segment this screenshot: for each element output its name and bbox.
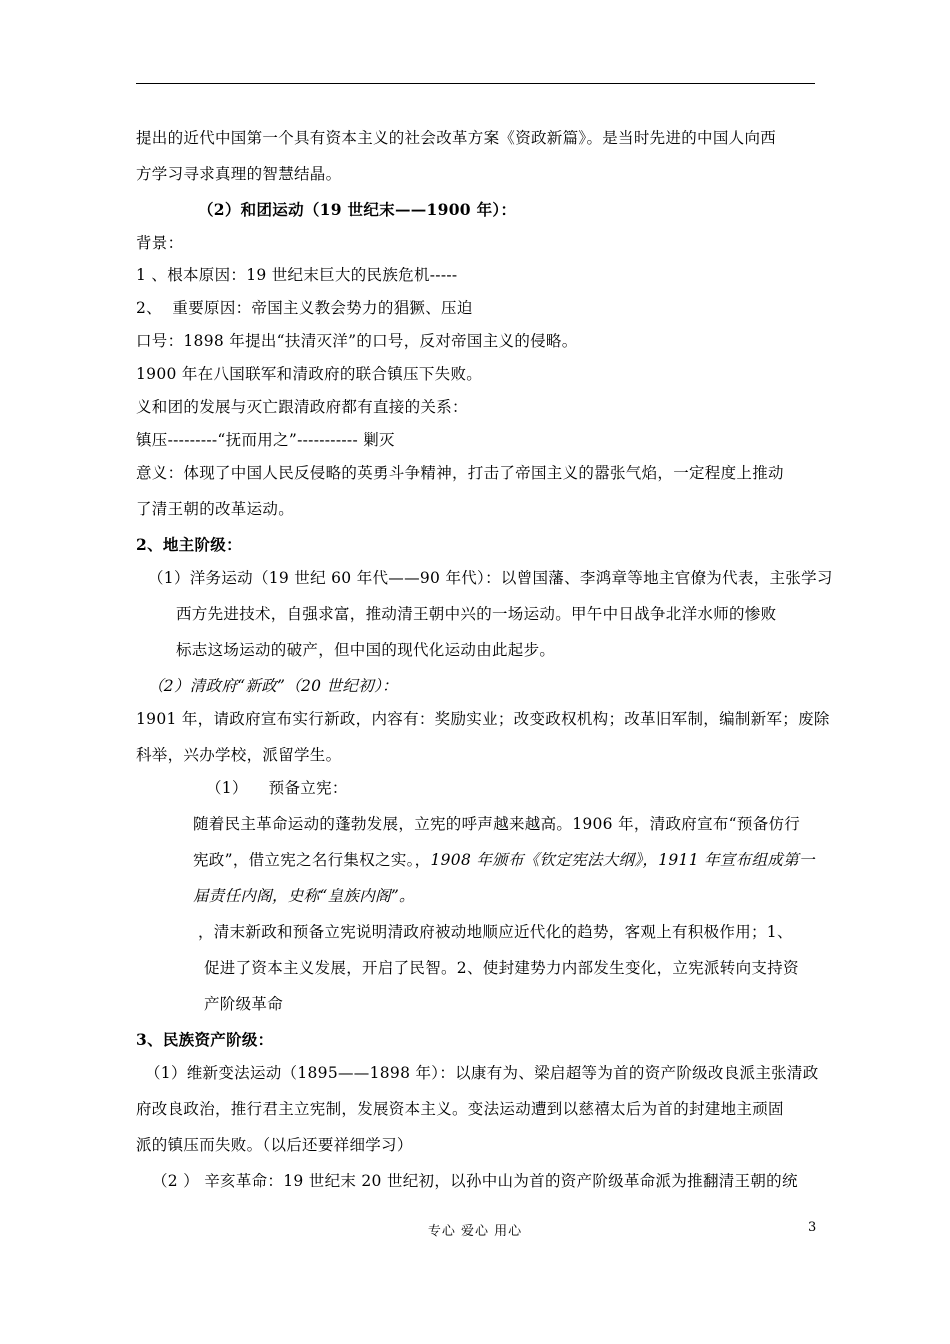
text-line: （2 ） 辛亥革命：19 世纪末 20 世纪初，以孙中山为首的资产阶级革命派为推翻清王朝的统 xyxy=(152,1172,798,1190)
text-line: 1900 年在八国联军和清政府的联合镇压下失败。 xyxy=(136,365,483,383)
text-line: 府改良政治，推行君主立宪制，发展资本主义。变法运动遭到以慈禧太后为首的封建地主顽固 xyxy=(136,1100,784,1118)
text-line: 西方先进技术，自强求富，推动清王朝中兴的一场运动。甲午中日战争北洋水师的惨败 xyxy=(176,605,777,623)
header-rule xyxy=(136,83,815,84)
text-line: 口号：1898 年提出“扶清灭洋”的口号，反对帝国主义的侵略。 xyxy=(136,332,578,350)
text-line: 派的镇压而失败。（以后还要祥细学习） xyxy=(136,1136,413,1154)
text-line: 产阶级革命 xyxy=(204,995,284,1013)
footer-motto: 专心 爱心 用心 xyxy=(427,1224,523,1239)
section-heading: 2、地主阶级： xyxy=(136,535,242,554)
text-line: （1）洋务运动（19 世纪 60 年代——90 年代）：以曾国藩、李鸿章等地主官僚为代表，主张学习 xyxy=(148,569,833,587)
page-number: 3 xyxy=(808,1220,817,1235)
text-line: 1 、根本原因：19 世纪末巨大的民族危机----- xyxy=(136,266,458,284)
text-line: ，清末新政和预备立宪说明清政府被动地顺应近代化的趋势，客观上有积极作用；1、 xyxy=(198,923,793,941)
section-heading: 3、民族资产阶级： xyxy=(136,1030,274,1049)
text-line: 背景： xyxy=(136,234,184,252)
text-line: 届责任内阁，史称“皇族内阁”。 xyxy=(193,887,415,905)
text-line: 义和团的发展与灭亡跟清政府都有直接的关系： xyxy=(136,398,468,416)
section-heading: （2）清政府“新政”（20 世纪初）： xyxy=(148,677,398,695)
text-line: 随着民主革命运动的蓬勃发展，立宪的呼声越来越高。1906 年，清政府宣布“预备仿行 xyxy=(193,815,801,833)
subsection-heading: （1） 预备立宪： xyxy=(206,779,348,797)
text-line: 科举，兴办学校，派留学生。 xyxy=(136,746,342,764)
section-heading: （2）和团运动（19 世纪末——1900 年）： xyxy=(198,200,517,219)
text-line: （1）维新变法运动（1895——1898 年）：以康有为、梁启超等为首的资产阶级改良派主张清政 xyxy=(145,1064,819,1082)
text-line: 促进了资本主义发展，开启了民智。2、使封建势力内部发生变化，立宪派转向支持资 xyxy=(204,959,799,977)
text-line: 镇压---------“抚而用之”----------- 剿灭 xyxy=(136,431,395,449)
text-line: 提出的近代中国第一个具有资本主义的社会改革方案《资政新篇》。是当时先进的中国人向西 xyxy=(136,129,777,147)
text-line: 标志这场运动的破产，但中国的现代化运动由此起步。 xyxy=(176,641,556,659)
text-line: 2、 重要原因：帝国主义教会势力的猖獗、压迫 xyxy=(136,299,473,317)
text-line: 1901 年，请政府宣布实行新政，内容有：奖励实业；改变政权机构；改革旧军制，编制新军；废除 xyxy=(136,710,830,728)
text-line xyxy=(193,850,815,870)
text-line: 方学习寻求真理的智慧结晶。 xyxy=(136,165,342,183)
text-line: 意义：体现了中国人民反侵略的英勇斗争精神，打击了帝国主义的嚣张气焰，一定程度上推动 xyxy=(136,464,784,482)
text-span-italic: 1908 年颁布《钦定宪法大纲》，1911 年宣布组成第一 xyxy=(430,851,815,869)
text-line: 了清王朝的改革运动。 xyxy=(136,500,295,518)
text-span: 宪政”，借立宪之名行集权之实。， xyxy=(193,851,431,869)
